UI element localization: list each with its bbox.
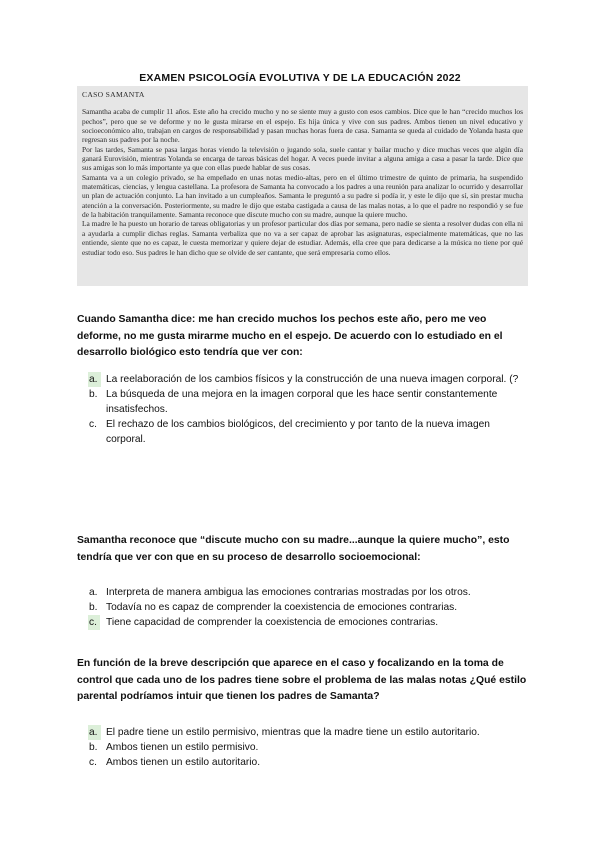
option-text: Interpreta de manera ambigua las emociones contrarias mostradas por los otros.	[106, 587, 471, 598]
case-description-box	[77, 86, 528, 286]
option-letter: b.	[89, 602, 98, 613]
case-paragraph: Por las tardes, Samanta se pasa largas horas viendo la televisión o jugando sola, suele cantar y bailar mucho y dice muchas veces que algún día ganará Eurovisión, mientras Yolanda se encarga de tareas básicas del hogar. A veces puede invitar a alguna amiga a casa a pasar la tarde. Dice que sus amigas son lo más importante ya que con ellas puede hablar de sus cosas.	[82, 144, 523, 173]
option-text: Todavía no es capaz de comprender la coexistencia de emociones contrarias.	[106, 602, 458, 613]
question-3-options	[89, 725, 529, 770]
option-text: La reelaboración de los cambios físicos y la construcción de una nueva imagen corporal. (?	[106, 374, 519, 385]
case-heading: CASO SAMANTA	[82, 90, 145, 99]
option-letter: c.	[89, 757, 97, 768]
question-3-option-b[interactable]	[89, 740, 529, 755]
option-text: Ambos tienen un estilo autoritario.	[106, 757, 261, 768]
question-3-option-c[interactable]	[89, 755, 529, 770]
option-text: Ambos tienen un estilo permisivo.	[106, 742, 259, 753]
option-letter: a.	[89, 587, 98, 598]
exam-title: EXAMEN PSICOLOGÍA EVOLUTIVA Y DE LA EDUCACIÓN 2022	[139, 72, 461, 84]
option-letter: a.	[88, 725, 101, 740]
question-1-option-b[interactable]	[89, 387, 529, 417]
option-letter: b.	[89, 389, 98, 400]
option-text: El rechazo de los cambios biológicos, del crecimiento y por tanto de la nueva imagen corporal.	[106, 419, 490, 445]
question-3-option-a[interactable]	[89, 725, 529, 740]
question-2-option-b[interactable]	[89, 600, 529, 615]
option-text: La búsqueda de una mejora en la imagen corporal que les hace sentir constantemente insatisfechos.	[106, 389, 498, 415]
question-2-option-a[interactable]	[89, 585, 529, 600]
question-2-option-c[interactable]	[89, 615, 529, 630]
question-3-stem: En función de la breve descripción que aparece en el caso y focalizando en la toma de control que cada uno de los padres tiene sobre el problema de las malas notas ¿Qué estilo parental podríamos intuir que tienen los padres de Samanta?	[77, 658, 527, 703]
option-text: Tiene capacidad de comprender la coexistencia de emociones contrarias.	[106, 617, 439, 628]
option-letter: c.	[88, 615, 100, 630]
case-paragraph: Samanta va a un colegio privado, se ha empeñado en unas notas medio-altas, pero en el último trimestre de quinto de primaria, ha suspendido matemáticas, ciencias, y lengua castellana. La profesora de Samanta ha convocado a los padres a una reunión para analizar lo ocurrido y desarrollar un plan de actuación conjunto. La han invitado a un cumpleaños. Samanta le preguntó a su padre si podía ir, y este le dijo que sí, sin prestar mucha atención a la conversación. Posteriormente, su madre le dijo que estaba castigada a causa de las malas notas, a lo que el padre no respondió y se fue de la habitación tranquilamente. Samanta reconoce que discute mucho con su madre, aunque la quiere mucho.	[82, 172, 523, 220]
option-letter: a.	[88, 372, 101, 387]
question-1-option-c[interactable]	[89, 417, 529, 447]
question-1-option-a[interactable]	[89, 372, 529, 387]
option-text: El padre tiene un estilo permisivo, mientras que la madre tiene un estilo autoritario.	[106, 727, 480, 738]
question-1-options	[89, 372, 529, 447]
option-letter: b.	[89, 742, 98, 753]
option-letter: c.	[89, 419, 97, 430]
case-paragraph: Samantha acaba de cumplir 11 años. Este año ha crecido mucho y no se siente muy a gusto con esos cambios. Dice que le han “crecido muchos los pechos”, pero que se ve deforme y no le gusta mirarse en el espejo. Es hija única y vive con sus padres. Ambos tienen un nivel educativo y socioeconómico alto, trabajan en cargos de responsabilidad y pasan muchas horas fuera de casa. Samanta se queda al cuidado de Yolanda hasta que regresan sus padres por la noche.	[82, 107, 523, 145]
case-paragraph: La madre le ha puesto un horario de tareas obligatorias y un profesor particular dos días por semana, pero nadie se sienta a resolver dudas con ella ni a ayudarla a cumplir dichas reglas. Samanta verbaliza que no va a ser capaz de aprobar las asignaturas, especialmente matemáticas, que no las entiende, siente que no es capaz, le cuesta memorizar y quiere dejar de estudiar. Además, ella cree que para dedicarse a la música no tiene por qué estudiar todo eso. Sus padres le han dicho que se olvide de ser cantante, que será empresaria como ellos.	[82, 219, 523, 257]
question-2-options	[89, 585, 529, 630]
question-1-stem: Cuando Samantha dice: me han crecido muchos los pechos este año, pero me veo deforme, no me gusta mirarme mucho en el espejo. De acuerdo con lo estudiado en el desarrollo biológico esto tendría que ver con:	[77, 314, 503, 359]
question-2-stem: Samantha reconoce que “discute mucho con su madre...aunque la quiere mucho”, esto tendría que ver con que en su proceso de desarrollo socioemocional:	[77, 535, 510, 563]
